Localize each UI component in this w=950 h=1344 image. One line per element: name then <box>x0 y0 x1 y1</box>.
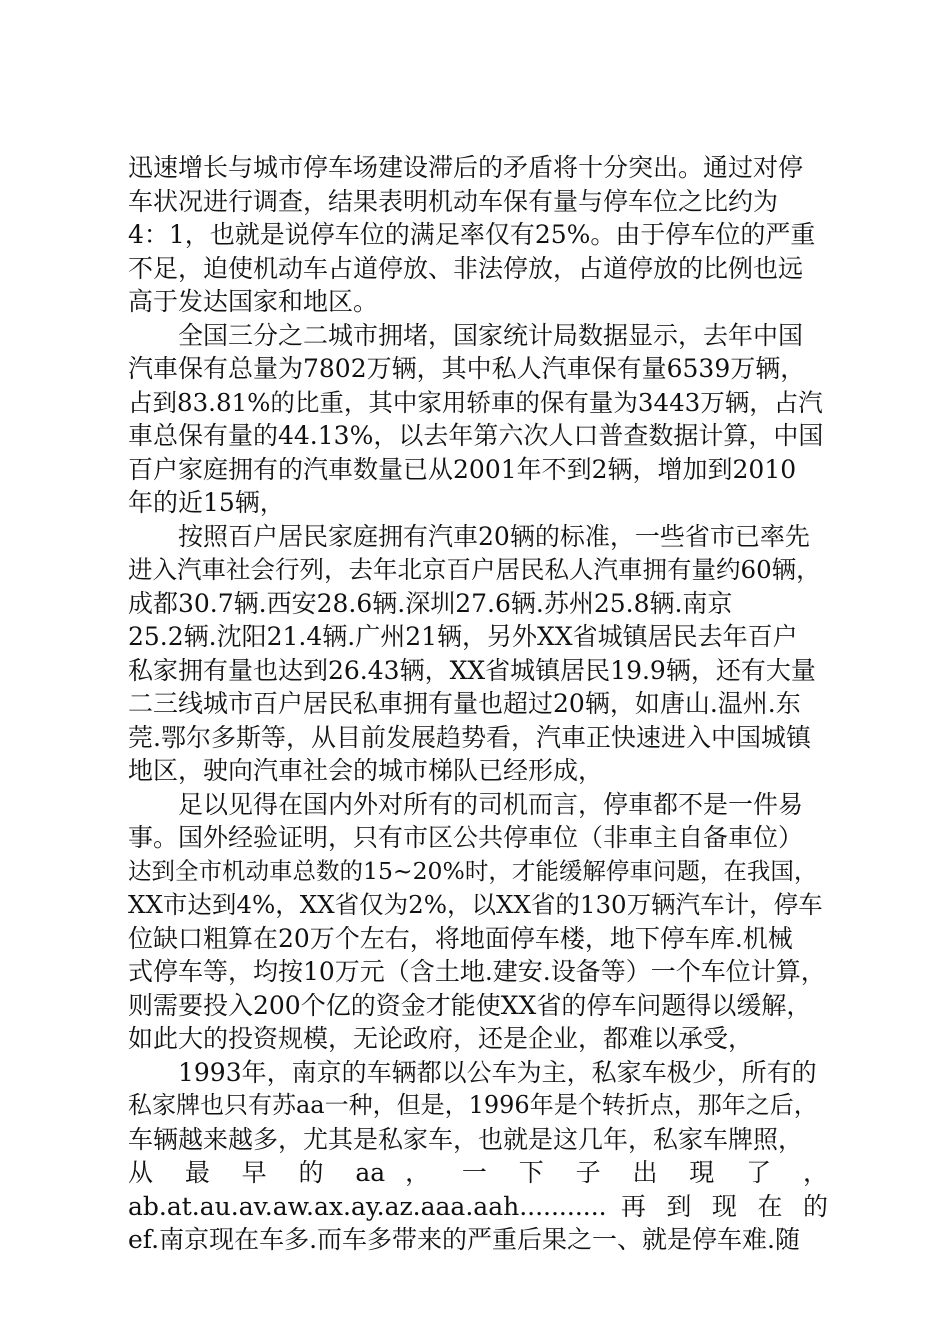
text-line: 百户家庭拥有的汽車数量已从2001年不到2辆，增加到2010 <box>128 454 797 484</box>
text-line: 高于发达国家和地区。 <box>128 287 379 316</box>
text-line: 1993年，南京的车辆都以公车为主，私家车极少，所有的 <box>128 1057 817 1087</box>
text-line: 全国三分之二城市拥堵，国家统计局数据显示，去年中国 <box>128 320 804 350</box>
text-line: 按照百户居民家庭拥有汽車20辆的标准，一些省市已率先 <box>128 521 810 551</box>
text-line: 足以见得在国内外对所有的司机而言，停車都不是一件易 <box>128 789 804 819</box>
text-line: 莞.鄂尔多斯等，从目前发展趋势看，汽車正快速进入中国城镇 <box>128 722 811 752</box>
text-line: ef.南京现在车多.而车多带来的严重后果之一、就是停车难.随 <box>128 1225 800 1254</box>
text-line: XX市达到4%，XX省仅为2%，以XX省的130万辆汽车计，停车 <box>128 890 823 919</box>
text-line: 事。国外经验证明，只有市区公共停車位（非車主自备車位） <box>128 823 804 852</box>
text-line: 迅速增长与城市停车场建设滞后的矛盾将十分突出。通过对停 <box>128 153 804 182</box>
text-line: 车辆越来越多，尤其是私家车，也就是这几年，私家车牌照， <box>128 1124 804 1154</box>
text-line: 車总保有量的44.13%，以去年第六次人口普查数据计算，中国 <box>128 421 824 450</box>
text-line: ab.at.au.av.aw.ax.ay.az.aaa.aah........... 再 到 现 在 的 <box>128 1191 828 1221</box>
text-line: 汽車保有总量为7802万辆，其中私人汽車保有量6539万辆， <box>128 354 806 383</box>
document-body <box>128 151 828 1257</box>
text-line: 从 最 早 的 aa ， 一 下 子 出 現 了 ， <box>128 1158 828 1187</box>
text-line: 私家牌也只有苏aa一种，但是，1996年是个转折点，那年之后， <box>128 1091 818 1119</box>
text-line: 成都30.7辆.西安28.6辆.深圳27.6辆.苏州25.8辆.南京 <box>128 588 733 618</box>
text-line: 不足，迫使机动车占道停放、非法停放，占道停放的比例也远 <box>128 253 804 283</box>
text-line: 达到全市机动車总数的15~20%时，才能缓解停車问题，在我国， <box>128 856 818 885</box>
text-line: 位缺口粗算在20万个左右，将地面停车楼，地下停车库.机械 <box>128 923 793 953</box>
text-line: 占到83.81%的比重，其中家用轿車的保有量为3443万辆，占汽 <box>128 387 823 417</box>
text-line: 二三线城市百户居民私車拥有量也超过20辆，如唐山.温州.东 <box>128 689 801 718</box>
text-line: 地区，驶向汽車社会的城市梯队已经形成， <box>128 756 604 785</box>
text-line: 车状况进行调查，结果表明机动车保有量与停车位之比约为 <box>128 186 779 216</box>
text-line: 式停车等，均按10万元（含土地.建安.设备等）一个车位计算， <box>128 957 826 986</box>
text-line: 进入汽車社会行列，去年北京百户居民私人汽車拥有量约60辆， <box>128 555 821 584</box>
text-line: 4：1，也就是说停车位的满足率仅有25%。由于停车位的严重 <box>128 220 816 249</box>
text-line: 则需要投入200个亿的资金才能使XX省的停车问题得以缓解， <box>128 990 812 1020</box>
text-line: 25.2辆.沈阳21.4辆.广州21辆，另外XX省城镇居民去年百户 <box>128 622 798 651</box>
text-line: 年的近15辆， <box>128 488 285 517</box>
text-line: 私家拥有量也达到26.43辆，XX省城镇居民19.9辆，还有大量 <box>128 655 816 685</box>
text-line: 如此大的投资规模，无论政府，还是企业，都难以承受， <box>128 1024 754 1053</box>
